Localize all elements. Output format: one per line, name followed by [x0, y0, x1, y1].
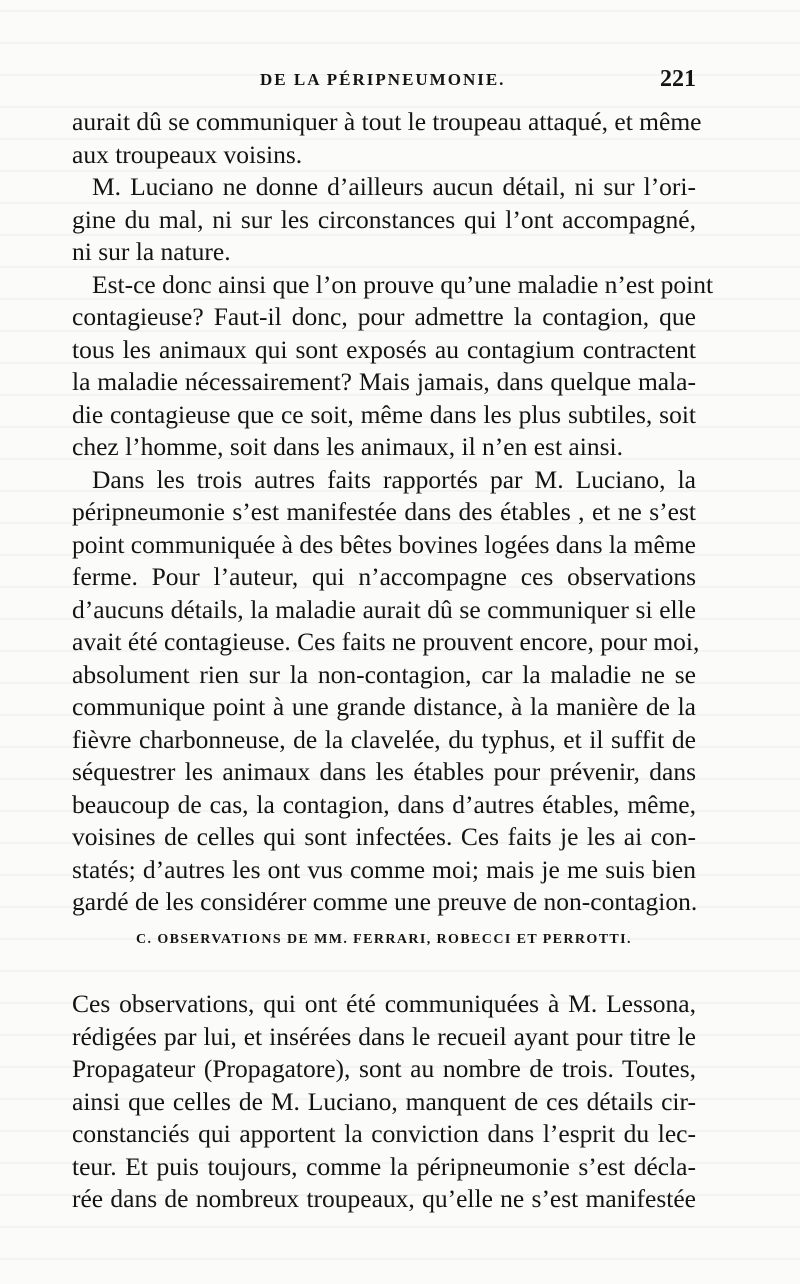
text-line: ainsi que celles de M. Luciano, manquent de ces détails cir-	[72, 1086, 696, 1116]
text-line: avait été contagieuse. Ces faits ne prouvent encore, pour moi,	[72, 627, 700, 656]
text-line: rédigées par lui, et insérées dans le recueil ayant pour titre le	[72, 1021, 696, 1051]
text-line: statés; d’autres les ont vus comme moi; mais je me suis bien	[72, 854, 696, 884]
text-line: Ces observations, qui ont été communiquées à M. Lessona,	[72, 989, 696, 1018]
text-line: contagieuse? Faut-il donc, pour admettre la contagion, que	[72, 302, 696, 331]
text-line: aux troupeaux voisins.	[72, 139, 303, 169]
text-line: point communiquée à des bêtes bovines logées dans la même	[72, 529, 696, 559]
text-line: constanciés qui apportent la conviction dans l’esprit du lec-	[72, 1119, 696, 1148]
text-line: gardé de les considérer comme une preuve de non-contagion.	[72, 887, 698, 916]
text-line: Est-ce donc ainsi que l’on prouve qu’une maladie n’est point	[92, 269, 714, 299]
text-line: voisines de celles qui sont infectées. Ces faits je les ai con-	[72, 822, 696, 851]
text-line: absolument rien sur la non-contagion, car la maladie ne se	[72, 659, 696, 689]
text-line: aurait dû se communiquer à tout le troupeau attaqué, et même	[72, 107, 702, 136]
body-text-lower	[72, 988, 696, 1216]
text-line: rée dans de nombreux troupeaux, qu’elle ne s’est manifestée	[72, 1184, 696, 1213]
text-line: chez l’homme, soit dans les animaux, il n’en est ainsi.	[72, 432, 623, 461]
text-line: Propagateur (Propagatore), sont au nombre de trois. Toutes,	[72, 1054, 696, 1083]
running-title: DE LA PÉRIPNEUMONIE.	[260, 70, 506, 89]
text-line: beaucoup de cas, la contagion, dans d’autres étables, même,	[72, 789, 696, 819]
text-line: die contagieuse que ce soit, même dans les plus subtiles, soit	[72, 399, 696, 429]
text-line: tous les animaux qui sont exposés au contagium contractent	[72, 334, 696, 364]
page-header	[72, 66, 696, 100]
body-text-upper	[72, 106, 714, 919]
text-line: fièvre charbonneuse, de la clavelée, du typhus, et il suffit de	[72, 724, 696, 754]
text-line: ferme. Pour l’auteur, qui n’accompagne ces observations	[72, 562, 696, 591]
page-number: 221	[660, 66, 696, 92]
text-line: communique point à une grande distance, à la manière de la	[72, 692, 696, 721]
text-line: teur. Et puis toujours, comme la péripneumonie s’est décla-	[72, 1151, 696, 1181]
text-line: ni sur la nature.	[72, 237, 231, 266]
text-line: Dans les trois autres faits rapportés par M. Luciano, la	[92, 464, 696, 494]
text-line: gine du mal, ni sur les circonstances qui l’ont accompagné,	[72, 204, 696, 234]
section-heading: C. OBSERVATIONS DE MM. FERRARI, ROBECCI ET PERROTTI.	[136, 932, 632, 947]
text-line: séquestrer les animaux dans les étables pour prévenir, dans	[72, 757, 696, 786]
text-line: d’aucuns détails, la maladie aurait dû se communiquer si elle	[72, 594, 696, 624]
text-line: péripneumonie s’est manifestée dans des étables , et ne s’est	[72, 497, 696, 526]
text-line: M. Luciano ne donne d’ailleurs aucun détail, ni sur l’ori-	[92, 172, 696, 201]
text-line: la maladie nécessairement? Mais jamais, dans quelque mala-	[72, 367, 696, 396]
